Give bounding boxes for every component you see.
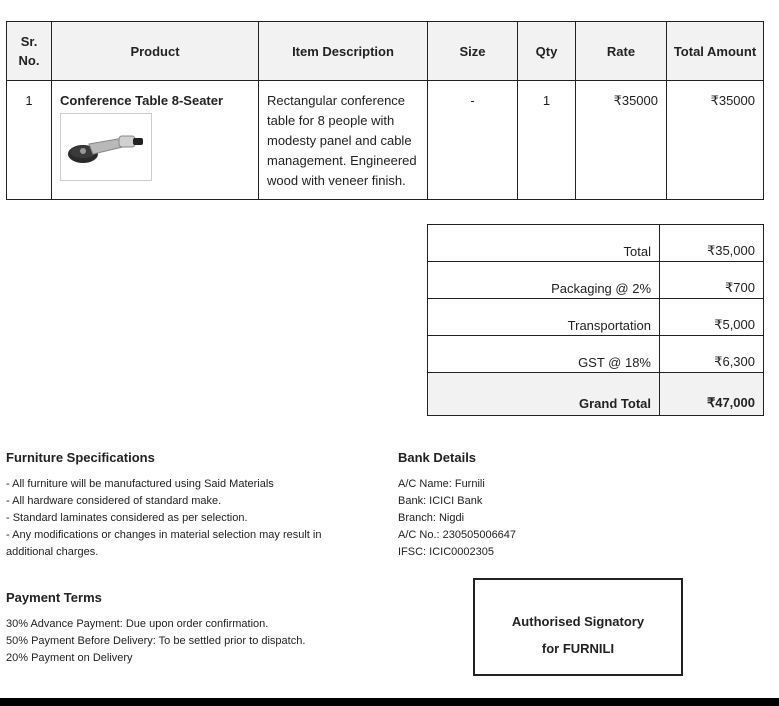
header-size: Size <box>428 22 518 81</box>
gst-label: GST @ 18% <box>428 336 660 373</box>
header-sr-no: Sr. No. <box>7 22 52 81</box>
table-row <box>7 81 764 200</box>
transportation-label: Transportation <box>428 299 660 336</box>
specs-line: - Any modifications or changes in material selection may result in additional charges. <box>6 529 322 558</box>
cell-rate: ₹35000 <box>576 81 667 200</box>
specs-list <box>6 476 346 561</box>
signatory-title: Authorised Signatory <box>511 614 645 629</box>
specs-line: - All hardware considered of standard make. <box>6 495 222 507</box>
cell-size: - <box>428 81 518 200</box>
totals-row-packaging <box>428 262 764 299</box>
bank-line: Bank: ICICI Bank <box>398 495 483 507</box>
cell-sr-no: 1 <box>7 81 52 200</box>
bank-line: A/C Name: Furnili <box>398 478 485 490</box>
bank-line: Branch: Nigdi <box>398 512 465 524</box>
items-table <box>6 21 764 200</box>
grand-total-label: Grand Total <box>428 373 660 416</box>
totals-row-transportation <box>428 299 764 336</box>
payment-line: 30% Advance Payment: Due upon order confirmation. <box>6 618 269 630</box>
payment-title: Payment Terms <box>6 590 102 605</box>
product-photo-icon <box>61 114 151 180</box>
header-item-description: Item Description <box>259 22 428 81</box>
header-rate: Rate <box>576 22 667 81</box>
signatory-box <box>473 578 683 676</box>
footer-bar <box>0 698 779 706</box>
total-label: Total <box>428 225 660 262</box>
header-qty: Qty <box>518 22 576 81</box>
specs-line: - Standard laminates considered as per selection. <box>6 512 248 524</box>
header-product: Product <box>52 22 259 81</box>
transportation-value: ₹5,000 <box>660 299 764 336</box>
totals-row-gst <box>428 336 764 373</box>
bank-details-list <box>398 476 698 561</box>
totals-table <box>427 224 764 416</box>
payment-line: 50% Payment Before Delivery: To be settled prior to dispatch. <box>6 635 306 647</box>
cell-product <box>52 81 259 200</box>
bank-line: A/C No.: 230505006647 <box>398 529 517 541</box>
packaging-value: ₹700 <box>660 262 764 299</box>
bank-line: IFSC: ICIC0002305 <box>398 546 494 558</box>
grand-total-value: ₹47,000 <box>660 373 764 416</box>
payment-terms-list <box>6 616 386 667</box>
specs-line: - All furniture will be manufactured using Said Materials <box>6 478 274 490</box>
product-name: Conference Table 8-Seater <box>60 93 224 108</box>
specs-title: Furniture Specifications <box>6 450 155 465</box>
payment-line: 20% Payment on Delivery <box>6 652 133 664</box>
items-header-row <box>7 22 764 81</box>
cell-total: ₹35000 <box>667 81 764 200</box>
totals-row-grand-total <box>428 373 764 416</box>
cell-qty: 1 <box>518 81 576 200</box>
cell-description: Rectangular conference table for 8 people with modesty panel and cable management. Engineered wood with veneer finish. <box>259 81 428 200</box>
product-image <box>60 113 152 181</box>
gst-value: ₹6,300 <box>660 336 764 373</box>
totals-row-total <box>428 225 764 262</box>
header-total-amount: Total Amount <box>667 22 764 81</box>
total-value: ₹35,000 <box>660 225 764 262</box>
packaging-label: Packaging @ 2% <box>428 262 660 299</box>
bank-title: Bank Details <box>398 450 477 465</box>
signatory-company: for FURNILI <box>541 641 615 656</box>
